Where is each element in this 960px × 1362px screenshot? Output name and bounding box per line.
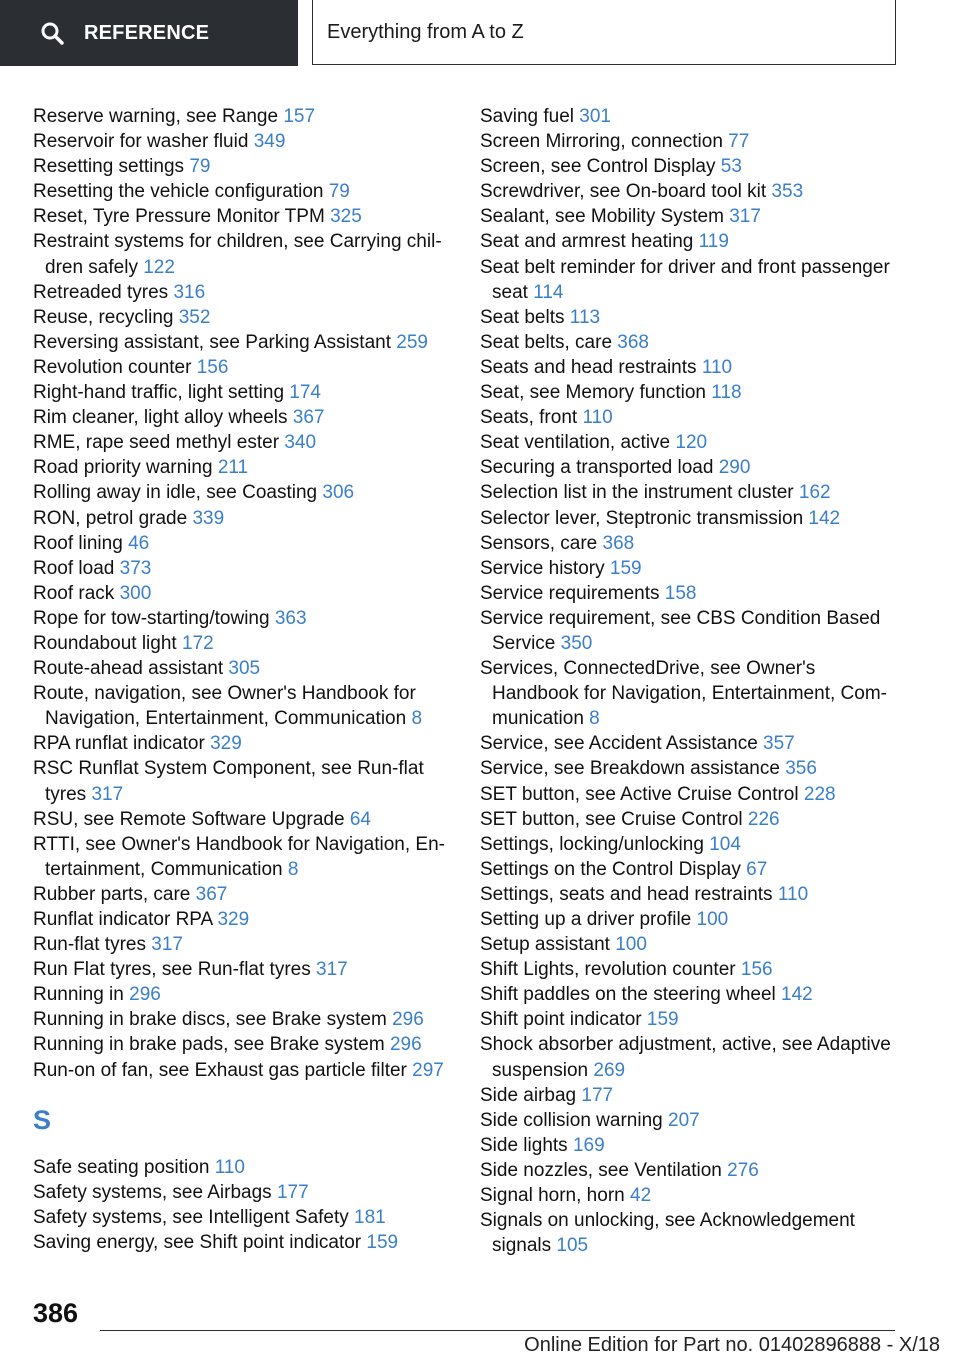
index-term: Side lights [480, 1134, 573, 1156]
index-term: Run-flat tyres [33, 934, 152, 956]
index-entry [33, 430, 458, 455]
index-entry [33, 154, 458, 179]
page-link[interactable]: 162 [798, 482, 831, 504]
page-link[interactable]: 42 [630, 1185, 652, 1207]
page-link[interactable]: 352 [178, 306, 211, 328]
index-term: Services, ConnectedDrive, see Owner's Handbook for Navigation, Entertainment, Communication [480, 658, 887, 730]
index-entry [33, 280, 458, 305]
index-entry [480, 1083, 905, 1108]
page-link[interactable]: 122 [143, 256, 175, 278]
page-link[interactable]: 110 [582, 407, 613, 429]
index-group-r [33, 104, 458, 1083]
index-entry [33, 882, 458, 907]
index-term: Securing a transported load [480, 457, 719, 479]
index-term: Restraint systems for children, see Carrying children safely [33, 231, 442, 278]
page-link[interactable]: 67 [746, 858, 768, 880]
page-link[interactable]: 8 [589, 708, 600, 730]
index-term: Resetting the vehicle configuration [33, 181, 329, 203]
footer-edition: Online Edition for Part no. 01402896888 - X/18 [524, 1334, 940, 1356]
index-entry [480, 556, 905, 581]
index-term: Running in brake pads, see Brake system [33, 1034, 390, 1056]
page-link[interactable]: 119 [698, 231, 729, 253]
index-term: Roof lining [33, 532, 129, 554]
index-term: Reservoir for washer fluid [33, 131, 254, 153]
index-entry [480, 1007, 905, 1032]
page-link[interactable]: 356 [785, 758, 817, 780]
index-entry [33, 355, 458, 380]
index-entry [480, 982, 905, 1007]
index-term: Runflat indicator RPA [33, 909, 218, 930]
index-entry [33, 229, 458, 279]
index-entry [33, 1007, 458, 1032]
index-entry [33, 756, 458, 806]
page-link[interactable]: 142 [808, 507, 841, 529]
page-link[interactable]: 350 [560, 632, 593, 654]
page-link[interactable]: 156 [740, 959, 773, 981]
index-term: Roof rack [33, 582, 120, 604]
index-term: Side nozzles, see Ventilation [480, 1159, 728, 1181]
page-link[interactable]: 297 [412, 1059, 444, 1081]
index-term: Shift Lights, revolution counter [480, 959, 741, 981]
index-entry [33, 807, 458, 832]
index-term: Rim cleaner, light alloy wheels [33, 407, 293, 429]
section-label: REFERENCE [84, 21, 210, 44]
page-link[interactable]: 53 [720, 156, 742, 178]
index-entry [33, 1230, 458, 1255]
index-entry [33, 932, 458, 957]
page-link[interactable]: 357 [763, 733, 795, 755]
index-term: Reversing assistant, see Parking Assistant [33, 331, 397, 353]
index-term: Seat ventilation, active [480, 432, 676, 454]
index-entry [480, 606, 905, 656]
index-entry [33, 480, 458, 505]
index-term: Safety systems, see Airbags [33, 1181, 277, 1203]
page-link[interactable]: 301 [579, 106, 611, 127]
page-link[interactable]: 317 [91, 783, 124, 805]
section-tab[interactable] [0, 0, 298, 66]
index-term: Right-hand traffic, light setting [33, 382, 290, 404]
index-entry [480, 405, 905, 430]
page-link[interactable]: 349 [253, 131, 286, 153]
page-link[interactable]: 367 [292, 407, 325, 429]
index-term: Route, navigation, see Owner's Handbook for Navigation, Entertainment, Communication [33, 683, 416, 730]
index-entry [33, 982, 458, 1007]
page-link[interactable]: 368 [617, 331, 649, 353]
index-entry [480, 1108, 905, 1133]
index-term: Safe seating position [33, 1156, 215, 1178]
index-term: Running in brake discs, see Brake system [33, 1009, 393, 1031]
index-term: Run-on of fan, see Exhaust gas particle filter [33, 1059, 413, 1081]
index-entry [33, 656, 458, 681]
index-entry [33, 631, 458, 656]
page-number: 386 [33, 1298, 79, 1328]
index-term: Side airbag [480, 1084, 582, 1106]
page-link[interactable]: 296 [389, 1034, 422, 1056]
index-term: Service, see Accident Assistance [480, 733, 764, 755]
index-entry [480, 506, 905, 531]
index-term: Seats and head restraints [480, 356, 702, 378]
index-term: Service, see Breakdown assistance [480, 758, 786, 780]
index-entry [33, 405, 458, 430]
page-link[interactable]: 110 [777, 883, 809, 905]
index-term: Signals on unlocking, see Acknowledgement signals [480, 1210, 855, 1257]
index-entry [33, 179, 458, 204]
index-term: Running in [33, 984, 130, 1006]
index-entry [33, 305, 458, 330]
index-entry [480, 1032, 905, 1082]
page-link[interactable]: 177 [581, 1084, 614, 1106]
page-link[interactable]: 368 [602, 532, 635, 554]
index-term: Settings, locking/unlocking [480, 833, 710, 855]
page-link[interactable]: 177 [276, 1181, 309, 1203]
page-link[interactable]: 325 [330, 206, 362, 228]
index-term: Shift paddles on the steering wheel [480, 984, 782, 1006]
page-link[interactable]: 142 [781, 984, 813, 1006]
index-entry [33, 1155, 458, 1180]
index-term: Selection list in the instrument cluster [480, 482, 799, 504]
page-link[interactable]: 46 [128, 532, 150, 554]
index-entry [33, 556, 458, 581]
index-term: SET button, see Active Cruise Control [480, 783, 804, 805]
page-link[interactable]: 157 [283, 106, 316, 127]
index-entry [480, 782, 905, 807]
index-entry [480, 531, 905, 556]
page-link[interactable]: 77 [728, 131, 750, 153]
index-entry [480, 154, 905, 179]
index-term: Safety systems, see Intelligent Safety [33, 1206, 355, 1228]
page-link[interactable]: 269 [593, 1059, 626, 1081]
index-term: Sealant, see Mobility System [480, 206, 730, 228]
page-link[interactable]: 276 [727, 1159, 759, 1181]
index-term: Saving fuel [480, 106, 580, 127]
page-link[interactable]: 159 [646, 1009, 679, 1031]
index-term: Retreaded tyres [33, 281, 174, 303]
page-link[interactable]: 316 [173, 281, 206, 303]
index-entry [33, 957, 458, 982]
index-term: Screen Mirroring, connection [480, 131, 729, 153]
index-group-s [33, 1155, 458, 1255]
index-entry [480, 380, 905, 405]
index-entry [480, 882, 905, 907]
index-term: Route-ahead assistant [33, 658, 229, 680]
index-entry [480, 204, 905, 229]
page-link[interactable]: 110 [214, 1156, 245, 1178]
page-link[interactable]: 100 [696, 909, 729, 930]
index-entry [33, 531, 458, 556]
index-column-right [480, 104, 905, 1258]
page-link[interactable]: 172 [181, 632, 214, 654]
index-term: Setup assistant [480, 934, 616, 956]
index-entry [480, 430, 905, 455]
page-link[interactable]: 317 [729, 206, 761, 228]
index-entry [480, 832, 905, 857]
letter-heading: S [33, 1104, 52, 1135]
page-link[interactable]: 353 [771, 181, 804, 203]
page-link[interactable]: 110 [701, 356, 733, 378]
index-term: Revolution counter [33, 356, 197, 378]
index-entry [480, 229, 905, 254]
page-link[interactable]: 290 [718, 457, 751, 479]
index-entry [480, 255, 905, 305]
index-entry [480, 957, 905, 982]
index-term: Sensors, care [480, 532, 603, 554]
index-term: Saving energy, see Shift point indicator [33, 1231, 367, 1253]
index-entry [480, 857, 905, 882]
index-term: Service history [480, 557, 610, 579]
index-term: Shift point indicator [480, 1009, 647, 1031]
index-entry [480, 330, 905, 355]
index-term: Rope for tow-starting/towing [33, 607, 275, 629]
page-link[interactable]: 169 [572, 1134, 605, 1156]
index-column-left [33, 104, 458, 1255]
index-entry [33, 832, 458, 882]
index-entry [33, 506, 458, 531]
index-term: RON, petrol grade [33, 507, 193, 529]
index-term: SET button, see Cruise Control [480, 808, 748, 830]
index-entry [33, 731, 458, 756]
page-link[interactable]: 118 [711, 382, 742, 404]
index-term: Seat belts [480, 306, 570, 328]
page-link[interactable]: 317 [316, 959, 348, 981]
page-link[interactable]: 306 [322, 482, 355, 504]
index-term: RSU, see Remote Software Upgrade [33, 808, 350, 830]
index-term: Screen, see Control Display [480, 156, 721, 178]
page-link[interactable]: 296 [392, 1009, 424, 1031]
page-link[interactable]: 367 [195, 883, 228, 905]
page-link[interactable]: 211 [217, 457, 249, 479]
page-link[interactable]: 120 [675, 432, 708, 454]
index-term: RME, rape seed methyl ester [33, 432, 285, 454]
index-entry [480, 807, 905, 832]
index-entry [33, 104, 458, 129]
page-link[interactable]: 300 [119, 582, 152, 604]
page-link[interactable]: 363 [274, 607, 307, 629]
index-term: Reset, Tyre Pressure Monitor TPM [33, 206, 331, 228]
index-group-s-continued [480, 104, 905, 1258]
index-term: Selector lever, Steptronic transmission [480, 507, 809, 529]
page-link[interactable]: 228 [803, 783, 836, 805]
index-term: Seats, front [480, 407, 583, 429]
index-entry [480, 907, 905, 932]
page-link[interactable]: 8 [411, 708, 423, 730]
index-entry [480, 581, 905, 606]
page-link[interactable]: 159 [366, 1231, 399, 1253]
index-term: Roundabout light [33, 632, 182, 654]
index-entry [480, 129, 905, 154]
index-entry [480, 355, 905, 380]
index-term: Service requirements [480, 582, 665, 604]
index-term: Seat and armrest heating [480, 231, 699, 253]
index-term: Screwdriver, see On-board tool kit [480, 181, 772, 203]
index-entry [480, 1208, 905, 1258]
page-link[interactable]: 181 [354, 1206, 386, 1228]
page-link[interactable]: 64 [349, 808, 371, 830]
index-entry [480, 480, 905, 505]
page-link[interactable]: 296 [129, 984, 161, 1006]
index-term: Reuse, recycling [33, 306, 179, 328]
index-entry [480, 104, 905, 129]
index-entry [33, 1058, 458, 1083]
page-link[interactable]: 226 [747, 808, 780, 830]
page-link[interactable]: 113 [569, 306, 601, 328]
index-entry [480, 455, 905, 480]
page-link[interactable]: 329 [210, 733, 242, 755]
index-term: Run Flat tyres, see Run-flat tyres [33, 959, 316, 981]
page-link[interactable]: 305 [228, 658, 261, 680]
index-entry [480, 179, 905, 204]
index-entry [33, 681, 458, 731]
page-title: Everything from A to Z [327, 20, 524, 43]
index-entry [33, 606, 458, 631]
index-term: Signal horn, horn [480, 1185, 630, 1207]
index-term: Roof load [33, 557, 120, 579]
index-term: Settings, seats and head restraints [480, 883, 778, 905]
index-entry [480, 305, 905, 330]
index-entry [33, 1180, 458, 1205]
index-term: Side collision warning [480, 1109, 668, 1131]
page-link[interactable]: 8 [287, 858, 299, 880]
index-entry [33, 204, 458, 229]
page-link[interactable]: 79 [189, 156, 211, 178]
page-link[interactable]: 207 [668, 1109, 700, 1131]
index-entry [33, 907, 458, 932]
index-entry [480, 756, 905, 781]
index-entry [33, 1032, 458, 1057]
index-entry [33, 1205, 458, 1230]
index-term: RPA runflat indicator [33, 733, 211, 755]
index-entry [480, 656, 905, 731]
page-header [312, 0, 896, 65]
search-icon [40, 21, 64, 45]
page-link[interactable]: 105 [556, 1235, 589, 1257]
page-link[interactable]: 114 [533, 281, 564, 303]
index-entry [33, 380, 458, 405]
page-link[interactable]: 159 [609, 557, 642, 579]
index-entry [33, 455, 458, 480]
page-link[interactable]: 373 [119, 557, 152, 579]
page-link[interactable]: 174 [289, 382, 321, 404]
page-link[interactable]: 317 [151, 934, 183, 956]
index-entry [33, 581, 458, 606]
page-link[interactable]: 79 [328, 181, 350, 203]
index-term: Service requirement, see CBS Condition Based Service [480, 607, 881, 654]
page-link[interactable]: 259 [396, 331, 428, 353]
footer-divider [100, 1330, 895, 1331]
index-term: Setting up a driver profile [480, 909, 697, 930]
page-link[interactable]: 339 [192, 507, 225, 529]
index-entry [480, 1158, 905, 1183]
index-term: RTTI, see Owner's Handbook for Navigation, Entertainment, Communication [33, 833, 445, 880]
index-term: Rolling away in idle, see Coasting [33, 482, 323, 504]
index-term: Reserve warning, see Range [33, 106, 284, 127]
index-entry [480, 1183, 905, 1208]
index-term: Rubber parts, care [33, 883, 196, 905]
index-term: Shock absorber adjustment, active, see Adaptive suspension [480, 1034, 891, 1081]
page-link[interactable]: 340 [284, 432, 317, 454]
index-term: RSC Runflat System Component, see Run-flat tyres [33, 758, 424, 805]
index-entry [33, 129, 458, 154]
page-link[interactable]: 100 [615, 934, 647, 956]
index-entry [480, 1133, 905, 1158]
page-link[interactable]: 104 [709, 833, 741, 855]
page-link[interactable]: 329 [217, 909, 250, 930]
page-link[interactable]: 156 [196, 356, 229, 378]
index-term: Road priority warning [33, 457, 218, 479]
index-term: Seat, see Memory function [480, 382, 712, 404]
index-term: Resetting settings [33, 156, 190, 178]
index-term: Seat belts, care [480, 331, 618, 353]
index-entry [33, 330, 458, 355]
index-entry [480, 932, 905, 957]
page-link[interactable]: 158 [664, 582, 697, 604]
index-term: Seat belt reminder for driver and front passenger seat [480, 256, 890, 303]
index-entry [480, 731, 905, 756]
index-term: Settings on the Control Display [480, 858, 747, 880]
